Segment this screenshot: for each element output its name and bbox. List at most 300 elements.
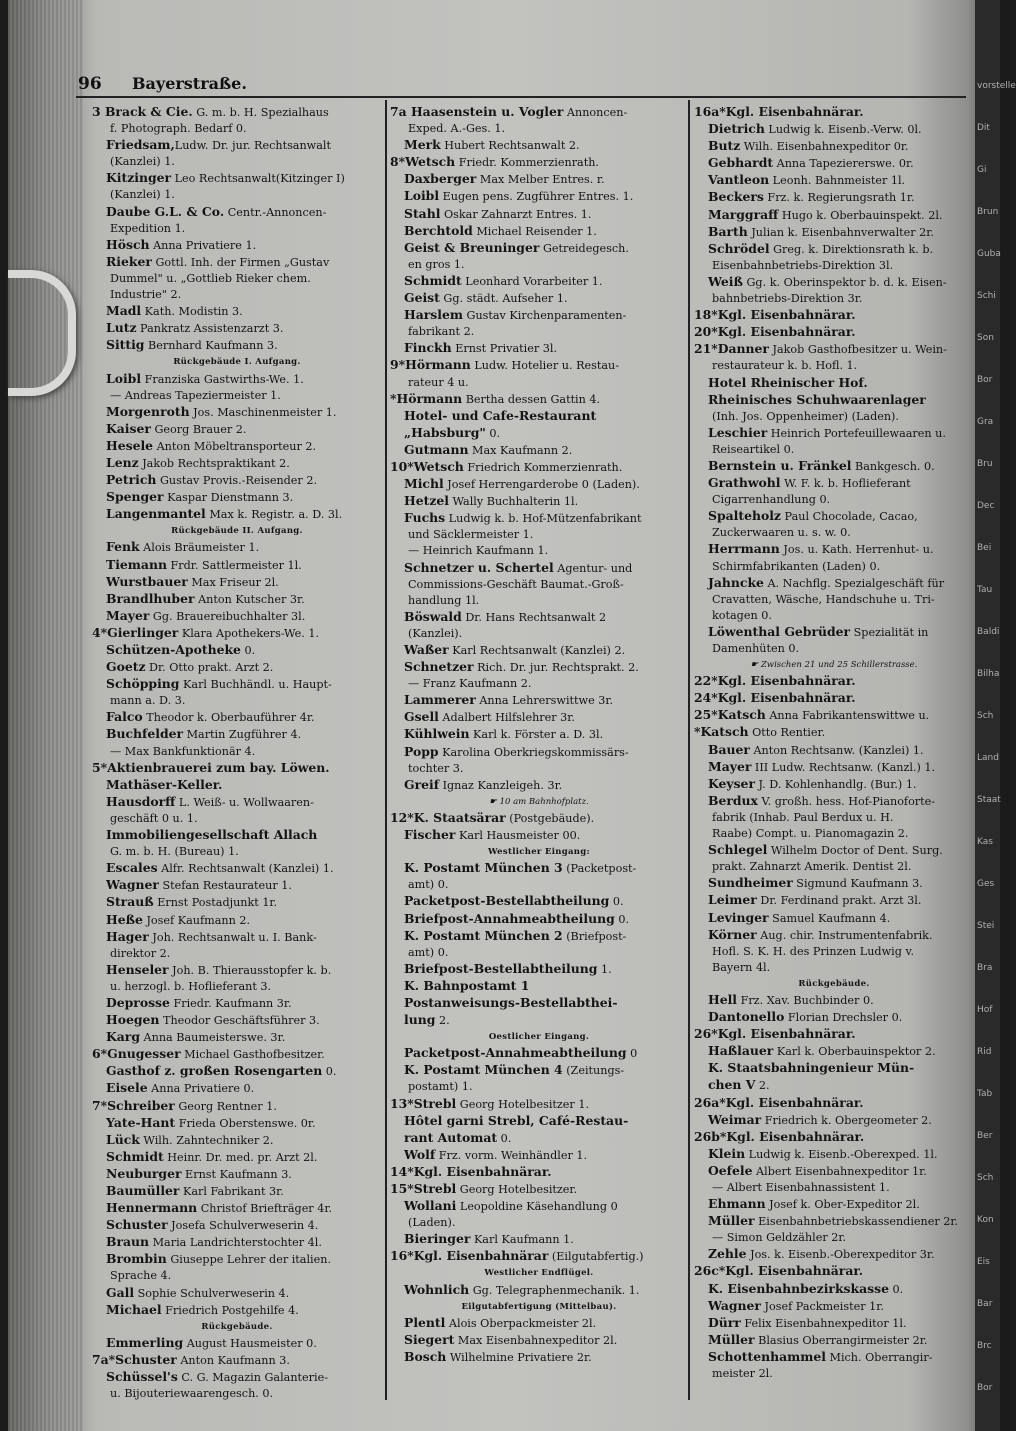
directory-entry: [390, 425, 688, 442]
entry-detail: Albert Eisenbahnexpeditor 1r.: [752, 1164, 927, 1178]
entry-detail: — Simon Geldzähler 2r.: [712, 1231, 847, 1245]
entry-name: Schöpping: [106, 676, 180, 692]
entry-detail: amt) 0.: [408, 945, 449, 959]
entry-name: Fenk: [106, 539, 140, 555]
directory-entry: [694, 224, 974, 241]
entry-name: Hoegen: [106, 1012, 160, 1028]
directory-entry: [694, 508, 974, 525]
entry-detail: Frdr. Sattlermeister 1l.: [166, 558, 302, 572]
entry-detail: Heinr. Dr. med. pr. Arzt 2l.: [163, 1150, 318, 1164]
directory-entry: [390, 1282, 688, 1299]
directory-entry: [92, 877, 382, 894]
entry-detail: (Postgebäude).: [505, 811, 595, 825]
directory-entry: [92, 1386, 382, 1402]
directory-entry: [92, 421, 382, 438]
cross-reference-note: ☛ Zwischen 21 und 25 Schillerstrasse.: [750, 660, 918, 671]
directory-entry: [390, 1181, 688, 1198]
entry-name: Friedsam,: [106, 137, 175, 153]
directory-entry: [390, 1164, 688, 1181]
directory-entry: [92, 894, 382, 911]
directory-entry: [92, 726, 382, 743]
entry-detail: Adalbert Hilfslehrer 3r.: [438, 711, 575, 725]
directory-entry: [694, 172, 974, 189]
entry-detail: kotagen 0.: [712, 608, 772, 622]
entry-name: Aktienbrauerei zum bay. Löwen.: [107, 759, 330, 775]
directory-entry: [694, 291, 974, 307]
entry-detail: Mich. Oberrangir-: [825, 1350, 933, 1364]
adjacent-page-fragment: Staat: [977, 795, 1001, 805]
entry-name: Finckh: [404, 340, 452, 356]
entry-name: Braun: [106, 1234, 150, 1250]
entry-name: Klein: [708, 1145, 746, 1161]
house-number: 15*: [390, 1181, 414, 1196]
directory-entry: [92, 709, 382, 726]
entry-detail: fabrik (Inhab. Paul Berdux u. H.: [712, 810, 894, 824]
directory-entry: [92, 1132, 382, 1149]
entry-detail: Hugo k. Oberbauinspekt. 2l.: [778, 208, 943, 222]
directory-entry: [390, 257, 688, 273]
section-subheading: Westlicher Eingang:: [488, 847, 590, 858]
entry-detail: Georg Brauer 2.: [150, 422, 247, 436]
directory-entry: [390, 104, 688, 121]
entry-name: Lammerer: [404, 692, 476, 708]
entry-detail: 1.: [597, 962, 612, 976]
entry-name: Geist & Breuninger: [404, 239, 540, 255]
directory-entry: [694, 992, 974, 1009]
directory-entry: [694, 1112, 974, 1129]
entry-name: Gasthof z. großen Rosengarten: [106, 1063, 323, 1079]
entry-name: Schmidt: [106, 1148, 164, 1164]
entry-name: Baumüller: [106, 1183, 180, 1198]
directory-entry: [92, 489, 382, 506]
entry-detail: G. m. b. H. (Bureau) 1.: [110, 845, 239, 859]
entry-detail: Greg. k. Direktionsrath k. b.: [769, 242, 934, 256]
entry-detail: Josefa Schulverweserin 4.: [167, 1219, 319, 1233]
entry-name: Löwenthal Gebrüder: [708, 623, 851, 639]
entry-detail: Karl k. Förster a. D. 3l.: [469, 728, 604, 742]
entry-detail: W. F. k. b. Hoflieferant: [780, 477, 911, 491]
adjacent-page-fragment: Bor: [977, 1383, 993, 1393]
directory-entry: [694, 392, 974, 409]
directory-entry: [92, 1335, 382, 1352]
section-subheading: Rückgebäude.: [201, 1321, 273, 1332]
entry-name: Sundheimer: [708, 875, 793, 891]
house-number: 18*: [694, 307, 718, 323]
entry-detail: Friedrich Kommerzienrath.: [463, 460, 623, 474]
entry-name: Körner: [708, 926, 757, 942]
directory-entry: [694, 1043, 974, 1060]
entry-name: Brack & Cie.: [104, 104, 193, 119]
directory-entry: [694, 944, 974, 960]
entry-detail: Georg Rentner 1.: [174, 1099, 277, 1113]
directory-entry: [694, 1298, 974, 1315]
entry-detail: fabrikant 2.: [408, 325, 475, 339]
directory-entry: [390, 476, 688, 493]
entry-name: K. Bahnpostamt 1: [404, 977, 530, 993]
entry-detail: Anna Tapeziererswe. 0r.: [773, 157, 914, 171]
directory-entry: [92, 1268, 382, 1284]
entry-detail: Ludwig k. Eisenb.-Oberexped. 1l.: [745, 1147, 938, 1161]
directory-entry: [92, 1098, 382, 1115]
directory-entry: [694, 458, 974, 475]
directory-entry: [694, 1163, 974, 1180]
entry-detail: Cigarrenhandlung 0.: [712, 493, 831, 507]
directory-entry: [390, 709, 688, 726]
entry-name: Lutz: [106, 320, 137, 336]
entry-name: Haasenstein u. Vogler: [410, 104, 564, 119]
entry-name: Brombin: [106, 1251, 167, 1267]
adjacent-page-fragment: Bei: [977, 543, 992, 553]
adjacent-page-fragment: Tab: [977, 1089, 993, 1099]
entry-detail: 0.: [888, 1282, 904, 1296]
entry-detail: restaurateur k. b. Hofl. 1.: [712, 359, 858, 373]
adjacent-page-fragment: Bor: [977, 375, 993, 385]
entry-name: Bernstein u. Fränkel: [708, 457, 852, 473]
entry-detail: Gg. Brauereibuchhalter 3l.: [149, 609, 306, 623]
directory-entry: [92, 287, 382, 303]
directory-entry: [694, 1315, 974, 1332]
directory-entry: [92, 608, 382, 625]
entry-detail: Gg. städt. Aufseher 1.: [439, 292, 568, 306]
entry-name: Zehle: [708, 1246, 747, 1262]
directory-entry: [390, 659, 688, 676]
entry-name: Gnugesser: [107, 1046, 181, 1062]
directory-page: [8, 0, 993, 1431]
entry-detail: 0.: [485, 426, 501, 440]
directory-entry: [390, 877, 688, 893]
entry-name: Schottenhammel: [708, 1348, 826, 1364]
entry-name: Kgl. Eisenbahnärar.: [717, 307, 856, 323]
directory-entry: [694, 1366, 974, 1382]
directory-entry: [390, 1147, 688, 1164]
entry-name: Ehmann: [708, 1196, 766, 1212]
directory-entry: [694, 1213, 974, 1230]
house-number: 26b*: [694, 1128, 727, 1144]
entry-name: Michael: [106, 1301, 162, 1317]
adjacent-page-fragment: Land: [977, 753, 999, 763]
entry-detail: (Kanzlei).: [408, 626, 463, 640]
entry-name: Heße: [106, 911, 143, 927]
entry-detail: Georg Hotelbesitzer.: [456, 1183, 578, 1196]
entry-detail: Kaspar Dienstmann 3.: [163, 491, 294, 505]
directory-entry: [92, 794, 382, 811]
house-number: 3: [92, 104, 105, 119]
directory-entry: [92, 1029, 382, 1046]
directory-entry: [694, 1246, 974, 1263]
entry-detail: Ernst Kaufmann 3.: [181, 1167, 292, 1181]
directory-entry: [694, 927, 974, 944]
entry-detail: (Zeitungs-: [562, 1064, 625, 1078]
directory-entry: [390, 928, 688, 945]
directory-entry: [694, 241, 974, 258]
section-subheading: Rückgebäude II. Aufgang.: [171, 526, 303, 537]
entry-name: Karg: [106, 1029, 140, 1045]
entry-detail: Karl Hausmeister 00.: [455, 829, 581, 843]
directory-entry: [390, 1349, 688, 1366]
entry-detail: Jos. Maschinenmeister 1.: [189, 405, 337, 419]
entry-detail: Frieda Oberstenswe. 0r.: [175, 1116, 316, 1130]
entry-name: Oefele: [708, 1162, 753, 1178]
cross-reference-note: ☛ 10 am Bahnhofplatz.: [489, 796, 589, 807]
entry-name: lung: [404, 1012, 436, 1028]
directory-entry: [694, 1349, 974, 1366]
directory-entry: [92, 1200, 382, 1217]
entry-detail: J. D. Kohlenhandlg. (Bur.) 1.: [754, 777, 917, 791]
entry-name: Lenz: [106, 454, 139, 470]
directory-entry: [390, 560, 688, 577]
entry-name: Fuchs: [404, 510, 446, 526]
entry-detail: Paul Chocolade, Cacao,: [780, 510, 918, 524]
directory-entry: [92, 104, 382, 121]
entry-name: Loibl: [404, 188, 440, 204]
entry-detail: — Franz Kaufmann 2.: [408, 677, 532, 691]
directory-entry: [694, 690, 974, 707]
directory-entry: [390, 827, 688, 844]
entry-detail: 0.: [609, 895, 624, 909]
directory-entry: [92, 1183, 382, 1200]
entry-name: Strebl: [413, 1095, 457, 1111]
directory-entry: [390, 223, 688, 240]
entry-detail: Eisenbahnbetriebskassendiener 2r.: [754, 1215, 959, 1229]
entry-name: Siegert: [404, 1331, 455, 1347]
entry-name: Hotel Rheinischer Hof.: [708, 374, 868, 390]
directory-entry: [92, 320, 382, 337]
directory-entry: [694, 641, 974, 657]
directory-entry: [390, 188, 688, 205]
adjacent-page-fragment: Ber: [977, 1131, 993, 1141]
entry-detail: rateur 4 u.: [408, 375, 469, 389]
entry-detail: Gustav Kirchenparamenten-: [462, 309, 627, 323]
directory-entry: [92, 472, 382, 489]
directory-entry: [390, 744, 688, 761]
entry-detail: Anton Rechtsanw. (Kanzlei) 1.: [749, 743, 924, 757]
house-number: 13*: [390, 1095, 414, 1111]
house-number: *: [694, 724, 701, 740]
entry-name: K. Postamt München 4: [404, 1062, 563, 1078]
entry-name: Berdux: [708, 792, 758, 808]
house-number: 5*: [92, 759, 108, 775]
entry-detail: Max Kaufmann 2.: [468, 443, 573, 457]
adjacent-page-fragment: Sch: [977, 1173, 994, 1183]
entry-detail: Frz. Xav. Buchbinder 0.: [737, 993, 874, 1007]
entry-detail: Industrie" 2.: [110, 288, 182, 302]
entry-detail: Josef Kaufmann 2.: [142, 913, 251, 927]
entry-name: Michl: [404, 476, 444, 492]
section-subheading: Oestlicher Eingang.: [488, 1032, 590, 1043]
directory-entry: [694, 592, 974, 608]
directory-entry: [390, 307, 688, 324]
entry-detail: Karolina Oberkriegskommissärs-: [438, 745, 629, 759]
entry-name: Dantonello: [708, 1009, 785, 1025]
directory-entry: [694, 324, 974, 341]
adjacent-page-fragment: Eis: [977, 1257, 990, 1267]
entry-detail: Wilh. Zahntechniker 2.: [139, 1133, 274, 1147]
directory-entry: [390, 1079, 688, 1095]
house-number: *: [390, 390, 397, 406]
entry-name: Haßlauer: [708, 1043, 774, 1059]
entry-name: Butz: [708, 138, 741, 154]
adjacent-page-fragment: Son: [977, 333, 994, 343]
directory-entry: [694, 1146, 974, 1163]
entry-name: Grathwohl: [708, 475, 781, 491]
directory-entry: [390, 777, 688, 794]
entry-name: Hörmann: [396, 390, 463, 406]
directory-entry: [390, 171, 688, 188]
entry-name: Postanweisungs-Bestellabthei-: [404, 994, 618, 1010]
entry-name: Daxberger: [404, 171, 477, 187]
entry-name: Goetz: [106, 659, 146, 675]
directory-entry: [92, 844, 382, 860]
adjacent-page-fragment: Guba: [977, 249, 1001, 259]
house-number: 12*: [390, 809, 414, 825]
directory-entry: [390, 442, 688, 459]
directory-entry: [390, 961, 688, 978]
adjacent-page-fragment: Dec: [977, 501, 995, 511]
entry-detail: Oskar Zahnarzt Entres. 1.: [440, 207, 592, 221]
directory-entry: [92, 827, 382, 844]
column-3: [694, 104, 974, 1382]
section-subheading: Rückgebäude I. Aufgang.: [173, 357, 301, 368]
entry-name: Gsell: [404, 709, 439, 725]
entry-detail: Wilhelmine Privatiere 2r.: [446, 1350, 592, 1364]
section-subheading: Rückgebäude.: [798, 978, 870, 989]
section-subheading: Westlicher Endflügel.: [484, 1268, 594, 1279]
entry-detail: Anna Baumeisterswe. 3r.: [140, 1031, 286, 1045]
entry-name: Kgl. Eisenbahnärar.: [725, 1094, 864, 1110]
entry-detail: Aug. chir. Instrumentenfabrik.: [756, 928, 933, 942]
directory-entry: [390, 995, 688, 1012]
directory-entry: [390, 290, 688, 307]
entry-name: Gebhardt: [708, 155, 774, 171]
entry-name: Falco: [106, 709, 143, 725]
directory-entry: [694, 442, 974, 458]
entry-detail: Florian Drechsler 0.: [784, 1011, 903, 1025]
directory-entry: [92, 693, 382, 709]
house-number: 7a*: [92, 1351, 116, 1367]
entry-detail: Franziska Gastwirths-We. 1.: [141, 372, 304, 386]
entry-name: K. Staatsbahningenieur Mün-: [708, 1060, 915, 1076]
directory-entry: [92, 204, 382, 221]
directory-entry: [694, 859, 974, 875]
directory-entry: [92, 371, 382, 388]
adjacent-page-fragment: Brc: [977, 1341, 992, 1351]
house-number: 26c*: [694, 1263, 726, 1279]
entry-detail: mann a. D. 3.: [110, 694, 186, 708]
entry-detail: Karl Kaufmann 1.: [470, 1233, 574, 1247]
entry-name: Dietrich: [708, 121, 765, 137]
entry-detail: 0.: [614, 912, 629, 926]
entry-detail: Ignaz Kanzleigeh. 3r.: [439, 778, 563, 792]
directory-entry: [694, 826, 974, 842]
entry-detail: Felix Eisenbahnexpeditor 1l.: [740, 1316, 907, 1330]
entry-detail: Wally Buchhalterin 1l.: [448, 495, 579, 509]
entry-detail: Karl Rechtsanwalt (Kanzlei) 2.: [448, 644, 626, 657]
running-head: Bayerstraße.: [132, 74, 247, 93]
entry-name: Kgl. Eisenbahnärar.: [725, 104, 864, 119]
directory-entry: [390, 543, 688, 559]
entry-name: Packetpost-Bestellabtheilung: [404, 893, 610, 909]
entry-name: Merk: [404, 137, 441, 153]
directory-entry: [694, 104, 974, 121]
entry-detail: Max k. Registr. a. D. 3l.: [205, 508, 343, 522]
entry-name: Packetpost-Annahmeabtheilung: [404, 1045, 627, 1061]
entry-detail: Alois Bräumeister 1.: [139, 541, 260, 555]
directory-entry: [694, 525, 974, 541]
entry-detail: Georg Hotelbesitzer 1.: [456, 1097, 589, 1111]
adjacent-page-fragment: Rid: [977, 1047, 992, 1057]
entry-detail: A. Nachflg. Spezialgeschäft für: [763, 576, 945, 590]
entry-detail: tochter 3.: [408, 761, 464, 775]
entry-detail: en gros 1.: [408, 257, 465, 271]
directory-entry: [92, 1063, 382, 1080]
directory-entry: [694, 575, 974, 592]
entry-detail: Anton Möbeltransporteur 2.: [153, 439, 317, 453]
directory-entry: [694, 793, 974, 810]
entry-detail: — Heinrich Kaufmann 1.: [408, 544, 549, 558]
entry-name: Hager: [106, 928, 149, 944]
entry-name: Petrich: [106, 472, 157, 488]
directory-entry: [694, 1129, 974, 1146]
directory-entry: [390, 893, 688, 910]
directory-entry: [92, 271, 382, 287]
directory-entry: [92, 337, 382, 354]
directory-entry: [694, 425, 974, 442]
entry-detail: (Laden).: [408, 1216, 456, 1230]
entry-name: Yate-Hant: [106, 1114, 176, 1130]
directory-entry: [694, 960, 974, 976]
house-number: 10*: [390, 458, 414, 474]
directory-entry: [92, 404, 382, 421]
adjacent-page-fragment: Baldi: [977, 627, 1000, 637]
page-number: 96: [78, 74, 102, 94]
directory-entry: [92, 237, 382, 254]
entry-name: Lück: [106, 1131, 140, 1147]
adjacent-page-fragment: Bru: [977, 459, 993, 469]
entry-name: Schüssel's: [106, 1369, 178, 1385]
entry-detail: Frz. k. Regierungsrath 1r.: [763, 191, 915, 205]
entry-detail: Klara Apothekers-We. 1.: [178, 626, 319, 640]
entry-detail: Karl Buchhändl. u. Haupt-: [179, 678, 332, 692]
entry-name: Deprosse: [106, 994, 170, 1010]
entry-name: Wolf: [404, 1146, 436, 1162]
entry-name: Schrödel: [708, 240, 770, 256]
directory-entry: [92, 388, 382, 404]
entry-name: K. Postamt München 3: [404, 860, 563, 876]
directory-entry: [390, 642, 688, 659]
directory-entry: [92, 1217, 382, 1234]
entry-name: Spalteholz: [708, 508, 781, 524]
entry-detail: Gg. k. Oberinspektor b. d. k. Eisen-: [742, 275, 947, 289]
directory-entry: [694, 892, 974, 909]
entry-detail: 2.: [435, 1014, 450, 1028]
directory-entry: [390, 121, 688, 137]
entry-detail: Ludwig k. Eisenb.-Verw. 0l.: [764, 123, 922, 137]
directory-entry: [92, 1166, 382, 1183]
entry-detail: Pankratz Assistenzarzt 3.: [136, 322, 284, 336]
directory-entry: [390, 1113, 688, 1130]
entry-name: Leschier: [708, 424, 768, 440]
directory-entry: [390, 1315, 688, 1332]
entry-name: Hösch: [106, 236, 150, 252]
entry-detail: Friedr. Kommerzienrath.: [455, 156, 599, 170]
directory-entry: [390, 459, 688, 476]
directory-entry: [694, 1281, 974, 1298]
directory-entry: [694, 274, 974, 291]
directory-entry: [92, 659, 382, 676]
directory-entry: [92, 962, 382, 979]
entry-detail: Wilhelm Doctor of Dent. Surg.: [767, 844, 943, 858]
page-edge-shading: [8, 0, 83, 1431]
